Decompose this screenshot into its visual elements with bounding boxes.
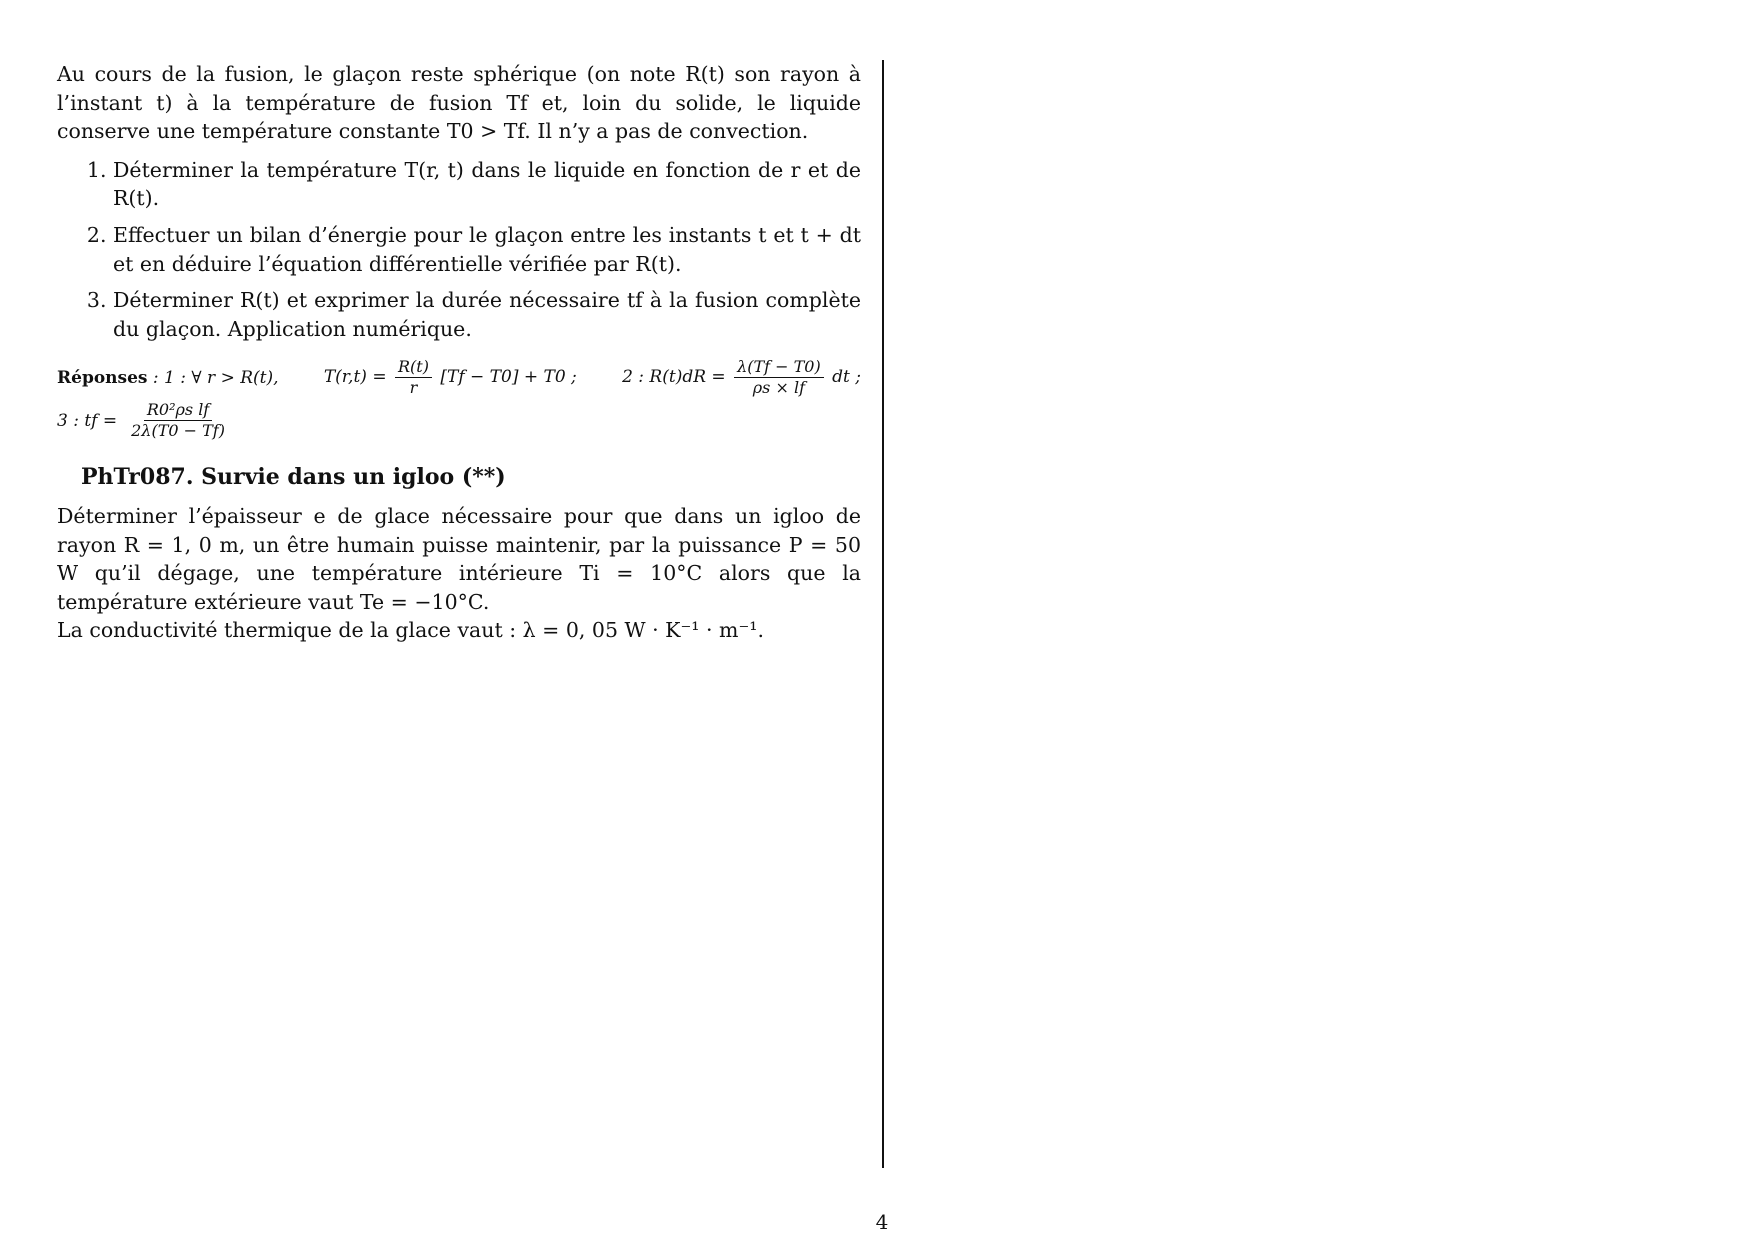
- answer-1-numerator: R(t): [395, 357, 432, 378]
- column-separator: [882, 60, 884, 1168]
- answer-2-fraction: [734, 357, 824, 398]
- answers-line-1: [57, 357, 861, 398]
- questions-list: [57, 156, 861, 344]
- question-2: 2. Effectuer un bilan d’énergie pour le glaçon entre les instants t et t + dt et en déduire l’équation différentielle vérifiée par R(t).: [113, 221, 861, 278]
- answer-1-rest: [Tf − T0] + T0 ;: [440, 367, 577, 388]
- intro-paragraph: Au cours de la fusion, le glaçon reste sphérique (on note R(t) son rayon à l’instant t) à la température de fusion Tf et, loin du solide, le liquide conserve une température constante T0 > Tf. Il n’y a pas de convection.: [57, 62, 861, 144]
- answer-3-denominator: 2λ(T0 − Tf): [131, 421, 225, 441]
- answers-line-2: [57, 400, 861, 441]
- question-3: 3. Déterminer R(t) et exprimer la durée nécessaire tf à la fusion complète du glaçon. Application numérique.: [113, 286, 861, 343]
- answer-2-prefix: 2 : R(t)dR =: [622, 367, 726, 388]
- answers-label: Réponses: [57, 367, 148, 388]
- section-title: PhTr087. Survie dans un igloo (**): [81, 464, 506, 491]
- page-number: 4: [875, 1210, 889, 1234]
- left-column: [57, 60, 861, 645]
- answer-3-prefix: 3 : tf =: [57, 410, 118, 431]
- conductivity-line: La conductivité thermique de la glace vaut : λ = 0, 05 W · K⁻¹ · m⁻¹.: [57, 618, 765, 643]
- answer-1-fraction: [395, 357, 432, 398]
- answer-1-prefix: : 1 : ∀ r > R(t),: [152, 367, 279, 388]
- answer-2-numerator: λ(Tf − T0): [734, 357, 824, 378]
- question-1: 1. Déterminer la température T(r, t) dans le liquide en fonction de r et de R(t).: [113, 156, 861, 213]
- answer-3-numerator: R0²ρs lf: [144, 400, 212, 421]
- answer-3-fraction: [128, 400, 228, 441]
- answer-2-denominator: ρs × lf: [752, 378, 805, 398]
- answer-2-rest: dt ;: [832, 367, 861, 388]
- answers-block: [57, 357, 861, 441]
- section-paragraph: Déterminer l’épaisseur e de glace nécessaire pour que dans un igloo de rayon R = 1, 0 m, un être humain puisse maintenir, par la puissance P = 50 W qu’il dégage, une température intérieure Ti = 10°C alors que la température extérieure vaut Te = −10°C.: [57, 503, 861, 614]
- answer-1-lhs: T(r,t) =: [323, 367, 387, 388]
- answer-1-denominator: r: [409, 378, 418, 398]
